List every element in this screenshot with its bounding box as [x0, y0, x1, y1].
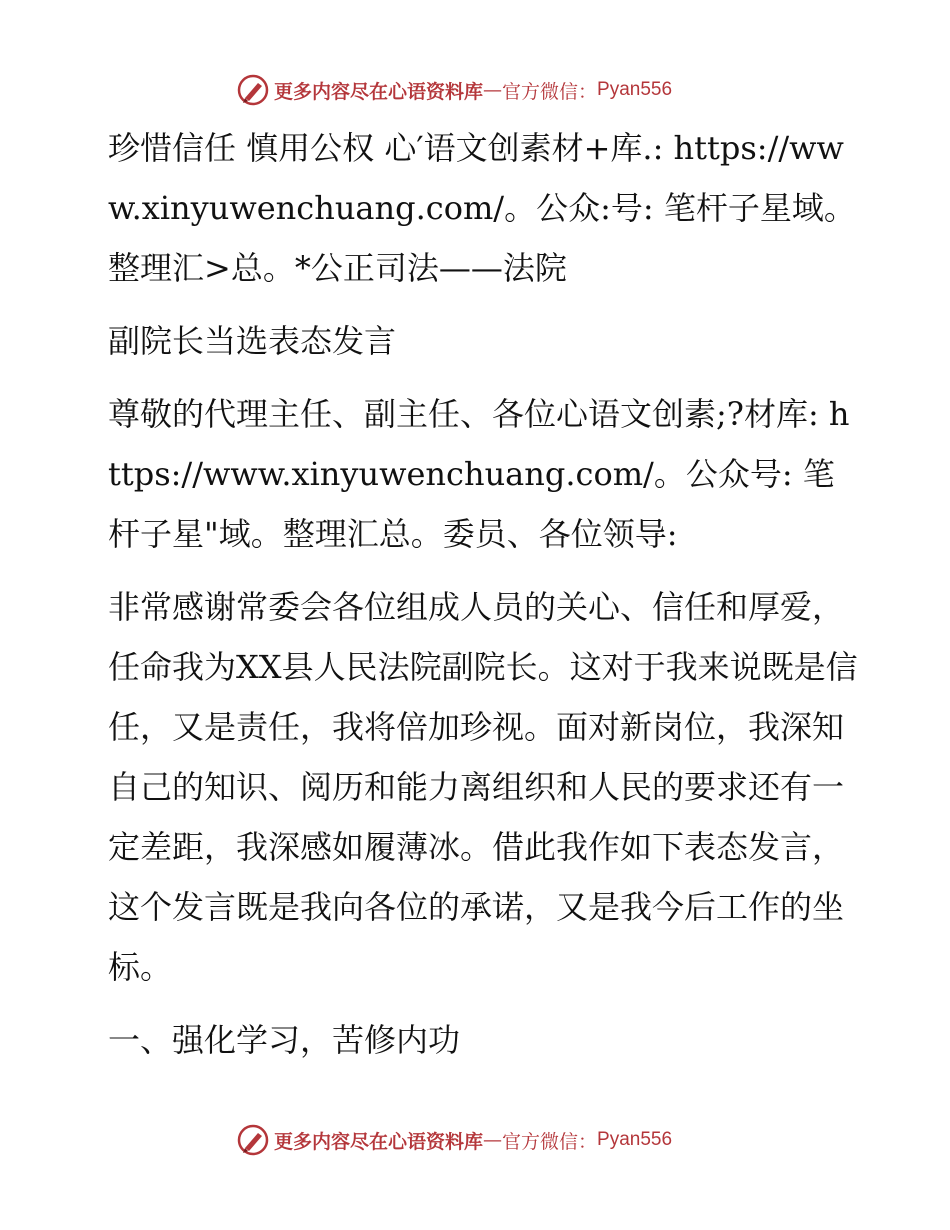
- watermark-text: 更多内容尽在心语资料库: [274, 1130, 484, 1153]
- pen-logo-icon: [236, 1123, 270, 1157]
- watermark-dash: —: [483, 1129, 503, 1151]
- watermark-official-label: 官方微信：: [502, 80, 598, 103]
- header-watermark: [236, 70, 672, 110]
- watermark-handle: Pyan556: [597, 1129, 673, 1150]
- paragraph-subtitle: 副院长当选表态发言: [108, 322, 397, 360]
- watermark-handle: Pyan556: [597, 79, 673, 100]
- paragraph-title-line: 珍惜信任 慎用公权 心′语文创素材+库.: https://www.xinyuwenchuang.com/。公众:号: 笔杆子星域。整理汇>总。*公正司法——法院: [108, 129, 856, 287]
- document-body: [98, 118, 858, 1083]
- watermark-text: 更多内容尽在心语资料库: [274, 80, 484, 103]
- pen-logo-icon: [236, 73, 270, 107]
- paragraph-section-heading: 一、强化学习，苦修内功: [108, 1021, 461, 1059]
- footer-watermark: [236, 1120, 672, 1160]
- watermark-dash: —: [483, 79, 503, 101]
- paragraph-body: 非常感谢常委会各位组成人员的关心、信任和厚爱，任命我为XX县人民法院副院长。这对于我来说既是信任，又是责任，我将倍加珍视。面对新岗位，我深知自己的知识、阅历和能力离组织和人民的要求还有一定差距，我深感如履薄冰。借此我作如下表态发言，这个发言既是我向各位的承诺，又是我今后工作的坐标。: [108, 588, 858, 986]
- paragraph-salutation: 尊敬的代理主任、副主任、各位心语文创素;?材库: https://www.xinyuwenchuang.com/。公众号: 笔杆子星"域。整理汇总。委员、各位领导:: [108, 395, 850, 553]
- watermark-official-label: 官方微信：: [502, 1130, 598, 1153]
